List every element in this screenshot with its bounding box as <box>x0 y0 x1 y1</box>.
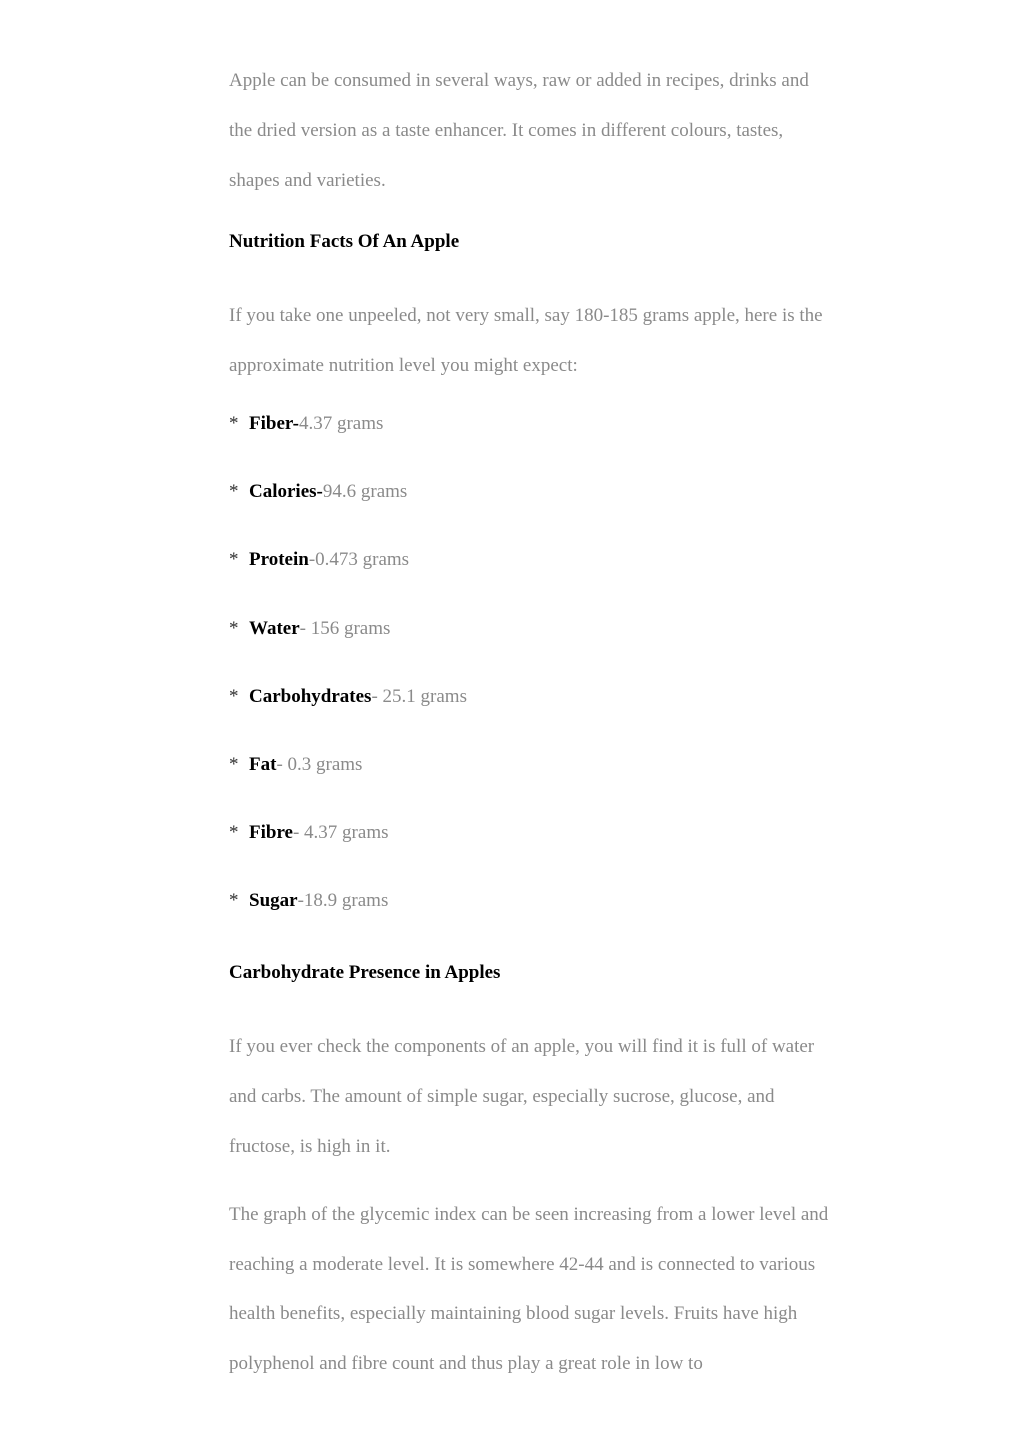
fact-value: -0.473 grams <box>308 549 410 571</box>
carbohydrate-paragraph-1: If you ever check the components of an apple, you will find it is full of water and carbs. The amount of simple sugar, especially sucrose, glucose, and fructose, is high in it. <box>229 1036 815 1158</box>
bullet-marker: * <box>229 412 239 434</box>
bullet-marker: * <box>229 753 239 775</box>
fact-label: Fiber- <box>249 412 299 434</box>
nutrition-fact-carbohydrates <box>229 682 829 712</box>
nutrition-fact-water <box>229 614 829 644</box>
carbohydrate-paragraph-2: The graph of the glycemic index can be seen increasing from a lower level and reaching a moderate level. It is somewhere 42-44 and is connected to various health benefits, especially maintaining blood sugar levels. Fruits have high polyphenol and fibre count and thus play a great role in low to <box>229 1203 829 1375</box>
fact-value: 94.6 grams <box>322 481 408 503</box>
fact-value: - 4.37 grams <box>292 822 389 844</box>
nutrition-facts-heading: Nutrition Facts Of An Apple <box>229 231 460 253</box>
fact-label: Fat <box>249 753 277 775</box>
article-content <box>229 56 829 1407</box>
fact-value: -18.9 grams <box>297 890 389 912</box>
bullet-marker: * <box>229 685 239 707</box>
fact-value: - 0.3 grams <box>276 753 363 775</box>
bullet-marker: * <box>229 549 239 571</box>
carbohydrate-presence-heading: Carbohydrate Presence in Apples <box>229 962 501 984</box>
fact-label: Protein <box>249 549 309 571</box>
fact-label: Sugar <box>249 890 298 912</box>
nutrition-fact-fiber <box>229 409 829 439</box>
intro-paragraph: Apple can be consumed in several ways, raw or added in recipes, drinks and the dried version as a taste enhancer. It comes in different colours, tastes, shapes and varieties. <box>229 70 809 191</box>
bullet-marker: * <box>229 890 239 912</box>
bullet-marker: * <box>229 822 239 844</box>
fact-label: Water <box>249 617 300 639</box>
nutrition-fact-calories <box>229 477 829 507</box>
nutrition-fact-fat <box>229 750 829 780</box>
fact-label: Calories- <box>249 481 323 503</box>
bullet-marker: * <box>229 481 239 503</box>
nutrition-intro-paragraph: If you take one unpeeled, not very small, say 180-185 grams apple, here is the approximate nutrition level you might expect: <box>229 305 823 377</box>
nutrition-fact-sugar <box>229 886 829 916</box>
fact-value: 4.37 grams <box>298 412 384 434</box>
fact-label: Fibre <box>249 822 293 844</box>
fact-label: Carbohydrates <box>249 685 372 707</box>
fact-value: - 25.1 grams <box>371 685 467 707</box>
fact-value: - 156 grams <box>299 617 391 639</box>
bullet-marker: * <box>229 617 239 639</box>
nutrition-fact-protein <box>229 545 829 575</box>
nutrition-fact-fibre <box>229 818 829 848</box>
nutrition-facts-list <box>229 409 829 916</box>
